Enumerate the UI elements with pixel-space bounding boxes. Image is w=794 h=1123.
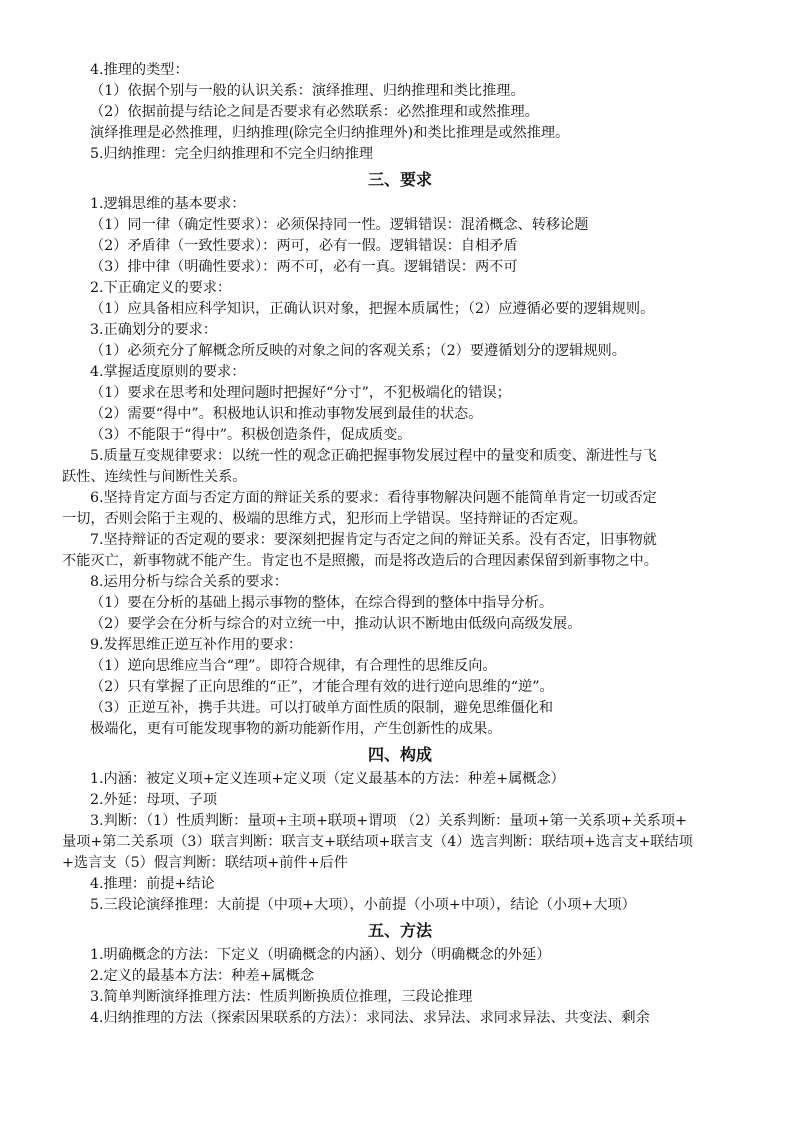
text-line: 2.下正确定义的要求：	[90, 280, 232, 296]
text-line: 跃性、连续性与间断性关系。	[62, 469, 247, 485]
text-line: （3）正逆互补，携手共进。可以打破单方面性质的限制，避免思维僵化和	[90, 700, 554, 716]
text-line: +选言支（5）假言判断：联结项+前件+后件	[62, 855, 348, 871]
text-line: （2）矛盾律（一致性要求）：两可，必有一假。逻辑错误：自相矛盾	[90, 238, 518, 254]
text-line: （2）依据前提与结论之间是否要求有必然联系：必然推理和或然推理。	[90, 104, 539, 120]
document-body	[62, 60, 738, 1029]
text-line: 3.判断：（1）性质判断：量项+主项+联项+谓项 （2）关系判断：量项+第一关系项+关系项+	[90, 813, 687, 829]
text-line: 3.正确划分的要求：	[90, 322, 218, 338]
text-line: 演绎推理是必然推理，归纳推理(除完全归纳推理外)和类比推理是或然推理。	[90, 125, 570, 141]
text-line: 4.归纳推理的方法（探索因果联系的方法）：求同法、求异法、求同求异法、共变法、剩余	[90, 1010, 650, 1026]
text-line: 1.明确概念的方法：下定义（明确概念的内涵）、划分（明确概念的外延）	[90, 947, 551, 963]
text-line: 6.坚持肯定方面与否定方面的辩证关系的要求：看待事物解决问题不能简单肯定一切或否定	[90, 490, 657, 506]
text-line: （2）需要“得中”。积极地认识和推动事物发展到最佳的状态。	[90, 406, 483, 422]
text-line: （2）要学会在分析与综合的对立统一中，推动认识不断地由低级向高级发展。	[90, 616, 582, 632]
text-line: 2.外延：母项、子项	[90, 792, 218, 808]
text-line: 5.三段论演绎推理：大前提（中项+大项），小前提（小项+中项），结论（小项+大项）	[90, 897, 636, 913]
text-line: 极端化，更有可能发现事物的新功能新作用，产生创新性的成果。	[90, 721, 502, 737]
text-line: 5.质量互变规律要求：以统一性的观念正确把握事物发展过程中的量变和质变、渐进性与飞	[90, 448, 657, 464]
text-line: （1）要求在思考和处理问题时把握好“分寸”，不犯极端化的错误；	[90, 385, 511, 401]
section-heading: 三、要求	[367, 170, 432, 189]
text-line: 4.掌握适度原则的要求：	[90, 364, 246, 380]
text-line: 3.简单判断演绎推理方法：性质判断换质位推理，三段论推理	[90, 989, 473, 1005]
text-line: （1）必须充分了解概念所反映的对象之间的客观关系；（2）要遵循划分的逻辑规则。	[90, 343, 626, 359]
text-line: （2）只有掌握了正向思维的“正”，才能合理有效的进行逆向思维的“逆”。	[90, 679, 554, 695]
section-heading: 四、构成	[367, 745, 432, 764]
text-line: 1.内涵：被定义项+定义连项+定义项（定义最基本的方法：种差+属概念）	[90, 771, 565, 787]
text-line: 7.坚持辩证的否定观的要求：要深刻把握肯定与否定之间的辩证关系。没有否定，旧事物就	[90, 532, 657, 548]
text-line: 8.运用分析与综合关系的要求：	[90, 574, 288, 590]
text-line: 量项+第二关系项（3）联言判断：联言支+联结项+联言支（4）选言判断：联结项+选言支+联结项	[62, 834, 693, 850]
text-line: 9.发挥思维正逆互补作用的要求：	[90, 637, 303, 653]
section-heading: 五、方法	[367, 921, 432, 940]
text-line: 一切，否则会陷于主观的、极端的思维方式，犯形而上学错误。坚持辩证的否定观。	[62, 511, 587, 527]
text-line: 4.推理：前提+结论	[90, 876, 215, 892]
text-line: （3）排中律（明确性要求）：两不可，必有一真。逻辑错误：两不可	[90, 259, 518, 275]
text-line: 4.推理的类型：	[90, 62, 189, 78]
text-line: 5.归纳推理：完全归纳推理和不完全归纳推理	[90, 146, 374, 162]
text-line: （1）应具备相应科学知识，正确认识对象，把握本质属性；（2）应遵循必要的逻辑规则。	[90, 301, 655, 317]
text-line: 不能灭亡，新事物就不能产生。肯定也不是照搬，而是将改造后的合理因素保留到新事物之中。	[62, 553, 658, 569]
text-line: （1）逆向思维应当合“理”。即符合规律，有合理性的思维反向。	[90, 658, 497, 674]
text-line: （3）不能限于“得中”。积极创造条件，促成质变。	[90, 427, 412, 443]
text-line: （1）依据个别与一般的认识关系：演绎推理、归纳推理和类比推理。	[90, 83, 525, 99]
text-line: 1.逻辑思维的基本要求：	[90, 196, 246, 212]
text-line: （1）要在分析的基础上揭示事物的整体，在综合得到的整体中指导分析。	[90, 595, 554, 611]
text-line: 2.定义的最基本方法：种差+属概念	[90, 968, 315, 984]
text-line: （1）同一律（确定性要求）：必须保持同一性。逻辑错误：混淆概念、转移论题	[90, 217, 589, 233]
